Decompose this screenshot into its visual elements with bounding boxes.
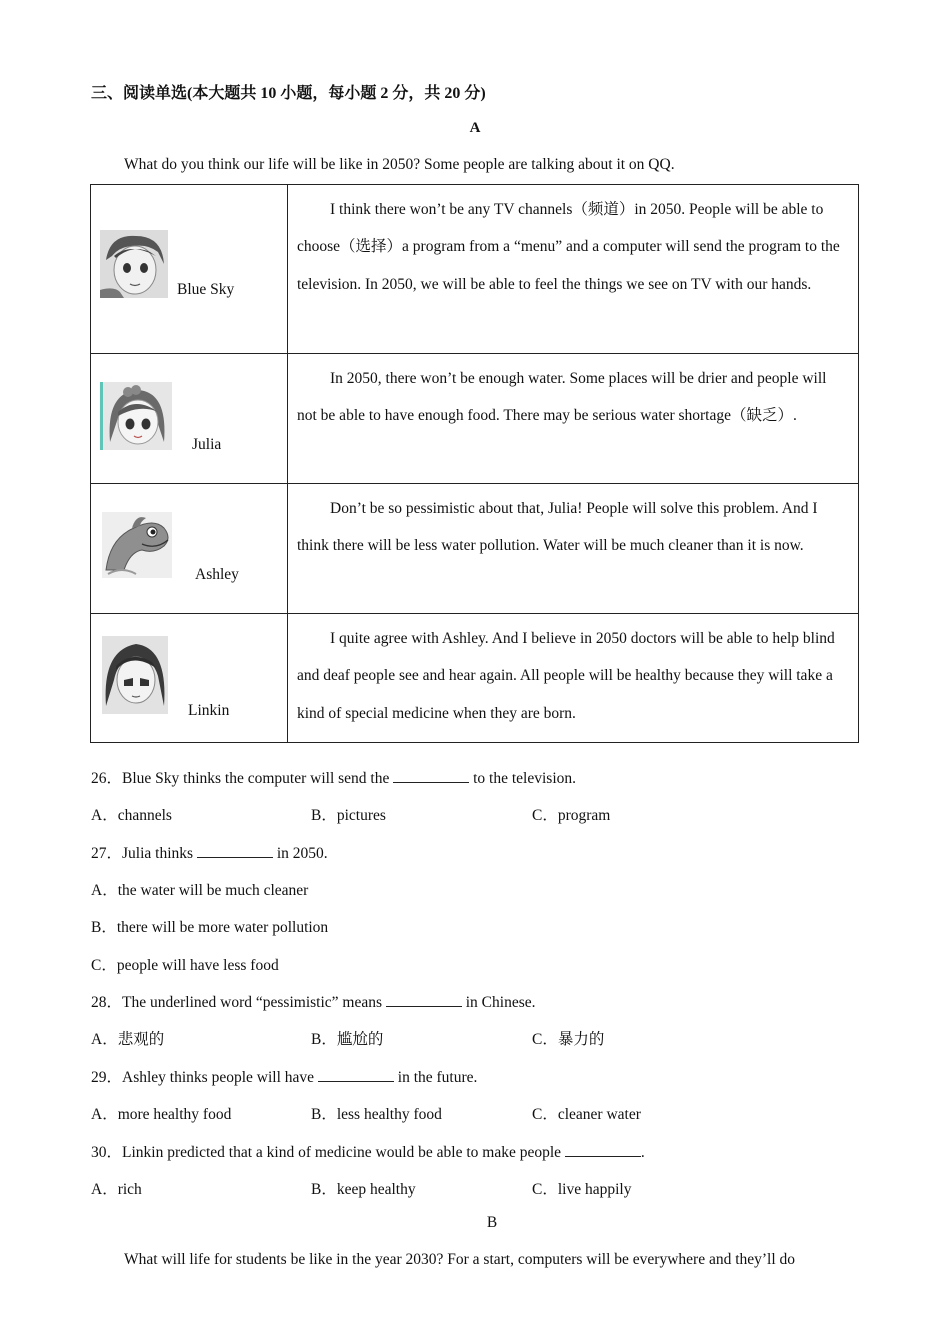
user-name: Julia [192,436,222,453]
chat-row [91,354,859,484]
boy-face-icon [100,230,168,298]
chat-message-text: Don’t be so pessimistic about that, Julia! People will solve this problem. And I think there will be less water pollution. Water will be much cleaner than it is now. [297,500,818,555]
user-name: Linkin [188,702,230,719]
question-number: 28． [91,994,123,1011]
answer-blank [318,1069,394,1082]
question-29 [91,1065,477,1087]
question-stem: Ashley thinks people will have [122,1069,318,1086]
option-a[interactable]: A．more healthy food [91,1106,232,1123]
chat-message-cell [288,354,859,484]
chat-user-cell [91,614,288,743]
question-stem: Julia thinks [122,845,197,862]
answer-blank [197,845,273,858]
anime-face-icon [102,636,168,714]
question-stem: Linkin predicted that a kind of medicine would be able to make people [122,1144,565,1161]
passage-a-label: A [469,120,481,136]
question-27 [91,841,328,863]
question-number: 27． [91,845,123,862]
option-b[interactable]: B．pictures [311,807,386,824]
chat-user-cell [91,185,288,354]
question-stem-end: . [640,1144,645,1161]
chat-user-cell [91,354,288,484]
passage-b-intro: What will life for students be like in the year 2030? For a start, computers will be everywhere and they’ll do [124,1251,796,1268]
question-28 [91,990,536,1012]
answer-blank [386,994,462,1007]
user-name: Blue Sky [177,281,235,298]
dolphin-icon [102,512,172,578]
question-number: 29． [91,1069,123,1086]
option-c[interactable]: C．cleaner water [532,1106,641,1123]
passage-b-label: B [486,1214,498,1231]
question-stem: Blue Sky thinks the computer will send the [122,770,394,787]
question-stem-end: in Chinese. [461,994,536,1011]
passage-a-intro: What do you think our life will be like in 2050? Some people are talking about it on QQ. [124,156,675,173]
chat-message-text: I think there won’t be any TV channels（频道）in 2050. People will be able to choose（选择）a program from a “menu” and a computer will send the program to the television. In 2050, we will be able to feel the things we see on TV with our hands. [297,201,840,293]
chat-message-cell [288,614,859,743]
chat-message-cell [288,185,859,354]
chat-message-text: I quite agree with Ashley. And I believe in 2050 doctors will be able to help blind and deaf people see and hear again. All people will be healthy because they will take a kind of special medicine when they are born. [297,630,835,722]
answer-blank [393,770,469,783]
chat-message-cell [288,484,859,614]
chat-user-cell [91,484,288,614]
chat-row [91,484,859,614]
option-a[interactable]: A．rich [91,1181,142,1198]
option-a[interactable]: A．悲观的 [91,1031,165,1048]
option-a[interactable]: A．the water will be much cleaner [91,882,309,899]
answer-blank [565,1144,641,1157]
question-number: 26． [91,770,123,787]
chat-row [91,185,859,354]
question-stem-end: in the future. [393,1069,478,1086]
chat-row [91,614,859,743]
girl-face-icon [100,382,172,450]
question-26 [91,766,576,788]
chat-message-text: In 2050, there won’t be enough water. Some places will be drier and people will not be able to have enough food. There may be serious water shortage（缺乏）. [297,370,827,425]
section-title: 三、阅读单选(本大题共 10 小题，每小题 2 分，共 20 分) [91,85,486,102]
option-b[interactable]: B．less healthy food [311,1106,442,1123]
qq-chat-table [90,184,859,743]
option-b[interactable]: B．尴尬的 [311,1031,384,1048]
option-c[interactable]: C．暴力的 [532,1031,605,1048]
question-stem-end: to the television. [469,770,577,787]
option-b[interactable]: B．there will be more water pollution [91,919,329,936]
question-30 [91,1140,645,1162]
question-stem-end: in 2050. [272,845,328,862]
option-c[interactable]: C．program [532,807,611,824]
option-b[interactable]: B．keep healthy [311,1181,416,1198]
question-stem: The underlined word “pessimistic” means [122,994,386,1011]
option-c[interactable]: C．people will have less food [91,957,279,974]
option-a[interactable]: A．channels [91,807,172,824]
user-name: Ashley [195,566,239,583]
question-number: 30． [91,1144,123,1161]
option-c[interactable]: C．live happily [532,1181,632,1198]
